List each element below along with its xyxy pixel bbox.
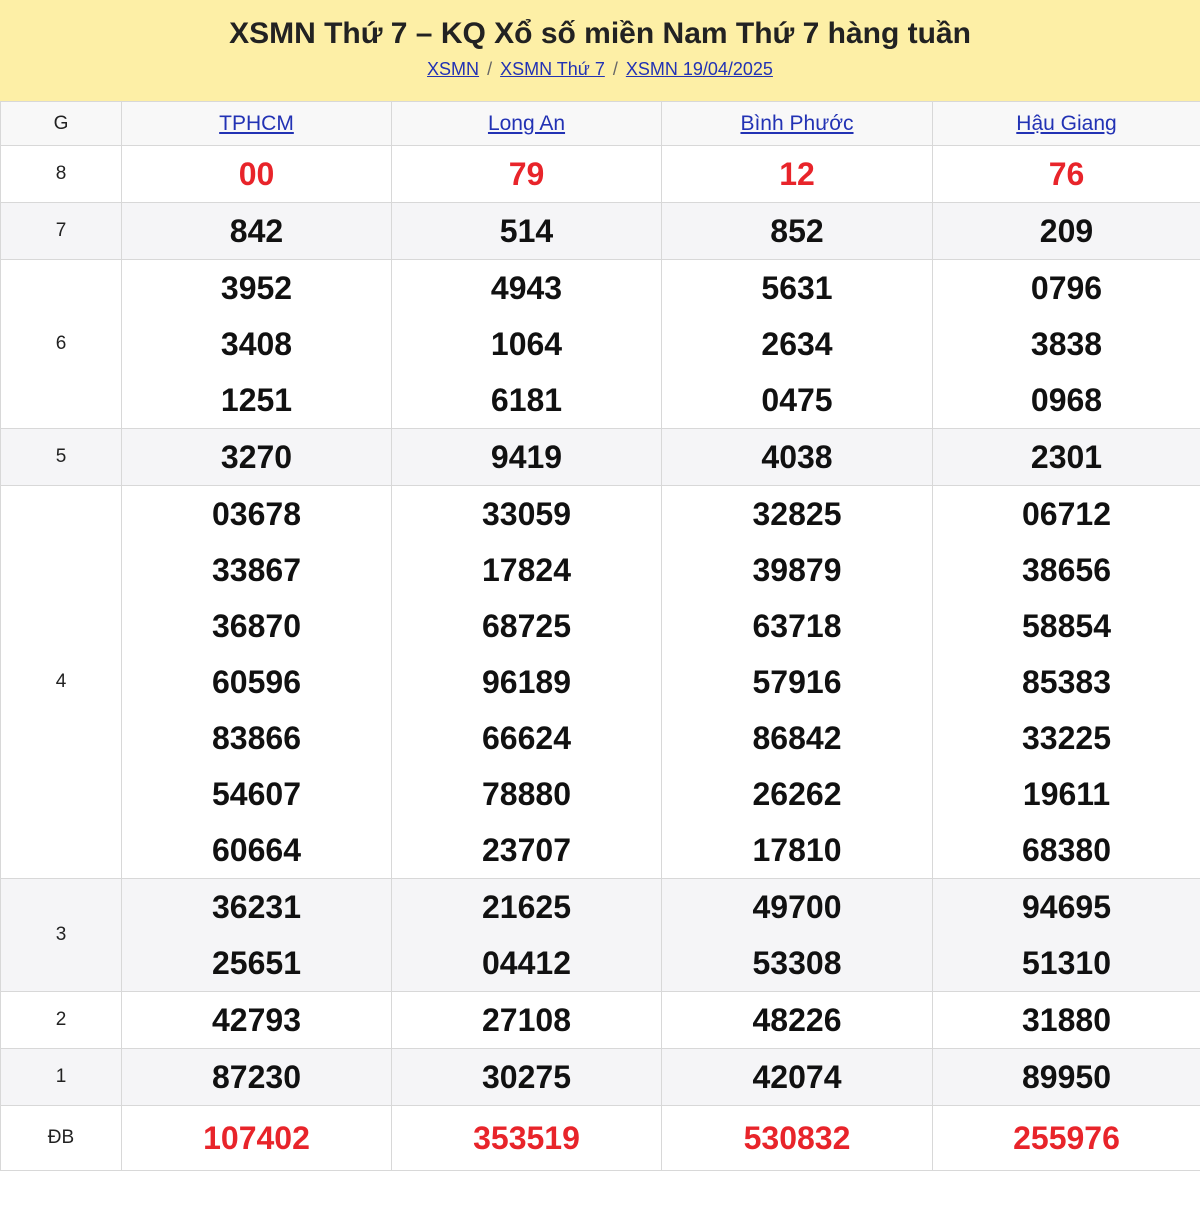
result-number: 39879 — [752, 552, 842, 588]
result-number: 33867 — [212, 552, 301, 588]
result-cell — [933, 146, 1200, 203]
result-number: 06712 — [1022, 496, 1111, 532]
province-link-binh-phuoc[interactable]: Bình Phước — [740, 111, 854, 135]
result-number: 57916 — [752, 664, 842, 700]
province-link-tphcm[interactable]: TPHCM — [219, 111, 294, 135]
result-number: 514 — [499, 213, 554, 249]
result-number: 3408 — [220, 326, 293, 362]
result-cell — [122, 879, 392, 992]
result-cell — [122, 486, 392, 879]
province-header — [392, 102, 662, 146]
result-cell — [392, 1106, 662, 1171]
result-number: 42074 — [752, 1059, 842, 1095]
result-cell — [662, 879, 933, 992]
result-number: 36231 — [212, 889, 301, 925]
result-cell — [122, 203, 392, 260]
table-row — [1, 1049, 1200, 1106]
result-number: 38656 — [1022, 552, 1111, 588]
result-number: 54607 — [212, 776, 301, 812]
result-cell — [392, 203, 662, 260]
province-link-hau-giang[interactable]: Hậu Giang — [1016, 111, 1117, 135]
result-cell — [122, 429, 392, 486]
result-number: 04412 — [482, 945, 571, 981]
result-cell — [662, 486, 933, 879]
result-number: 1064 — [490, 326, 563, 362]
result-number: 0475 — [761, 382, 833, 418]
result-number: 83866 — [212, 720, 301, 756]
result-number: 33225 — [1022, 720, 1111, 756]
result-number: 4038 — [761, 439, 833, 475]
result-number: 53308 — [752, 945, 842, 981]
result-number: 2301 — [1030, 439, 1103, 475]
result-cell — [933, 260, 1200, 429]
table-row — [1, 429, 1200, 486]
result-number: 30275 — [482, 1059, 571, 1095]
result-cell — [392, 1049, 662, 1106]
province-header — [122, 102, 392, 146]
result-cell — [662, 992, 933, 1049]
result-number: 85383 — [1022, 664, 1111, 700]
result-number: 48226 — [752, 1002, 842, 1038]
result-number: 25651 — [212, 945, 301, 981]
result-number: 68380 — [1022, 832, 1111, 868]
result-cell — [933, 879, 1200, 992]
table-row — [1, 203, 1200, 260]
result-number: 68725 — [482, 608, 571, 644]
result-number: 03678 — [212, 496, 301, 532]
result-number: 49700 — [752, 889, 842, 925]
result-number: 31880 — [1022, 1002, 1111, 1038]
prize-label: 5 — [1, 429, 122, 486]
table-row — [1, 992, 1200, 1049]
result-number: 96189 — [482, 664, 571, 700]
result-cell — [122, 992, 392, 1049]
result-number: 51310 — [1022, 945, 1111, 981]
prize-label: 8 — [1, 146, 122, 203]
result-number: 5631 — [761, 270, 833, 306]
result-number: 19611 — [1022, 776, 1111, 812]
result-number: 76 — [1048, 156, 1085, 192]
result-number: 89950 — [1022, 1059, 1111, 1095]
result-cell — [392, 146, 662, 203]
result-cell — [662, 260, 933, 429]
result-number: 21625 — [482, 889, 571, 925]
result-number: 23707 — [482, 832, 571, 868]
breadcrumb-link-date[interactable]: XSMN 19/04/2025 — [625, 59, 773, 79]
result-number: 4943 — [490, 270, 563, 306]
result-number: 94695 — [1022, 889, 1111, 925]
page-header — [0, 0, 1200, 101]
prize-label: ĐB — [1, 1106, 122, 1171]
prize-column-header: G — [1, 102, 122, 146]
result-number: 9419 — [490, 439, 563, 475]
result-number: 852 — [770, 213, 824, 249]
results-body — [1, 146, 1200, 1171]
result-cell — [662, 146, 933, 203]
breadcrumb-link-xsmn-thu7[interactable]: XSMN Thứ 7 — [500, 59, 605, 79]
result-number: 63718 — [752, 608, 842, 644]
result-cell — [933, 992, 1200, 1049]
result-cell — [933, 429, 1200, 486]
result-cell — [662, 1049, 933, 1106]
result-number: 60664 — [212, 832, 301, 868]
result-number: 842 — [229, 213, 284, 249]
table-row — [1, 879, 1200, 992]
result-number: 12 — [779, 156, 815, 192]
breadcrumb-separator: / — [487, 59, 493, 79]
result-number: 3270 — [220, 439, 293, 475]
result-cell — [662, 1106, 933, 1171]
prize-label: 2 — [1, 992, 122, 1049]
result-number: 78880 — [482, 776, 571, 812]
province-header — [662, 102, 933, 146]
result-number: 209 — [1039, 213, 1094, 249]
prize-label: 1 — [1, 1049, 122, 1106]
table-row — [1, 260, 1200, 429]
result-number: 42793 — [212, 1002, 301, 1038]
breadcrumb-separator: / — [612, 59, 618, 79]
result-cell — [122, 1106, 392, 1171]
result-cell — [662, 203, 933, 260]
province-header — [933, 102, 1200, 146]
result-number: 87230 — [212, 1059, 301, 1095]
prize-label: 3 — [1, 879, 122, 992]
result-number: 33059 — [482, 496, 571, 532]
result-cell — [122, 1049, 392, 1106]
result-number: 17810 — [752, 832, 842, 868]
breadcrumb-link-xsmn[interactable]: XSMN — [427, 59, 480, 79]
result-number: 1251 — [220, 382, 293, 418]
result-number: 58854 — [1022, 608, 1111, 644]
result-number: 00 — [238, 156, 275, 192]
table-row — [1, 486, 1200, 879]
result-number: 86842 — [752, 720, 842, 756]
result-cell — [122, 146, 392, 203]
result-number: 2634 — [761, 326, 833, 362]
result-cell — [933, 203, 1200, 260]
result-number: 0796 — [1030, 270, 1103, 306]
result-cell — [933, 486, 1200, 879]
result-number: 107402 — [203, 1120, 310, 1156]
result-number: 79 — [508, 156, 545, 192]
table-row — [1, 1106, 1200, 1171]
result-number: 36870 — [212, 608, 301, 644]
result-number: 6181 — [490, 382, 563, 418]
result-number: 255976 — [1013, 1120, 1120, 1156]
province-link-long-an[interactable]: Long An — [487, 111, 566, 135]
result-cell — [933, 1106, 1200, 1171]
table-row — [1, 146, 1200, 203]
result-cell — [392, 992, 662, 1049]
table-header-row — [1, 102, 1200, 146]
result-number: 3952 — [220, 270, 293, 306]
prize-label: 4 — [1, 486, 122, 879]
result-cell — [392, 260, 662, 429]
result-number: 27108 — [482, 1002, 571, 1038]
result-cell — [933, 1049, 1200, 1106]
prize-label: 7 — [1, 203, 122, 260]
page-title: XSMN Thứ 7 – KQ Xổ số miền Nam Thứ 7 hàng tuần — [229, 17, 971, 50]
breadcrumb — [0, 59, 1200, 80]
prize-label: 6 — [1, 260, 122, 429]
result-number: 530832 — [743, 1120, 851, 1156]
result-number: 26262 — [752, 776, 842, 812]
result-cell — [392, 429, 662, 486]
result-number: 66624 — [482, 720, 571, 756]
result-cell — [662, 429, 933, 486]
result-cell — [392, 879, 662, 992]
result-number: 60596 — [212, 664, 301, 700]
result-number: 0968 — [1030, 382, 1103, 418]
result-number: 3838 — [1030, 326, 1103, 362]
results-table — [0, 101, 1200, 1171]
result-number: 353519 — [473, 1120, 580, 1156]
result-number: 32825 — [752, 496, 842, 532]
result-cell — [122, 260, 392, 429]
result-number: 17824 — [482, 552, 571, 588]
result-cell — [392, 486, 662, 879]
